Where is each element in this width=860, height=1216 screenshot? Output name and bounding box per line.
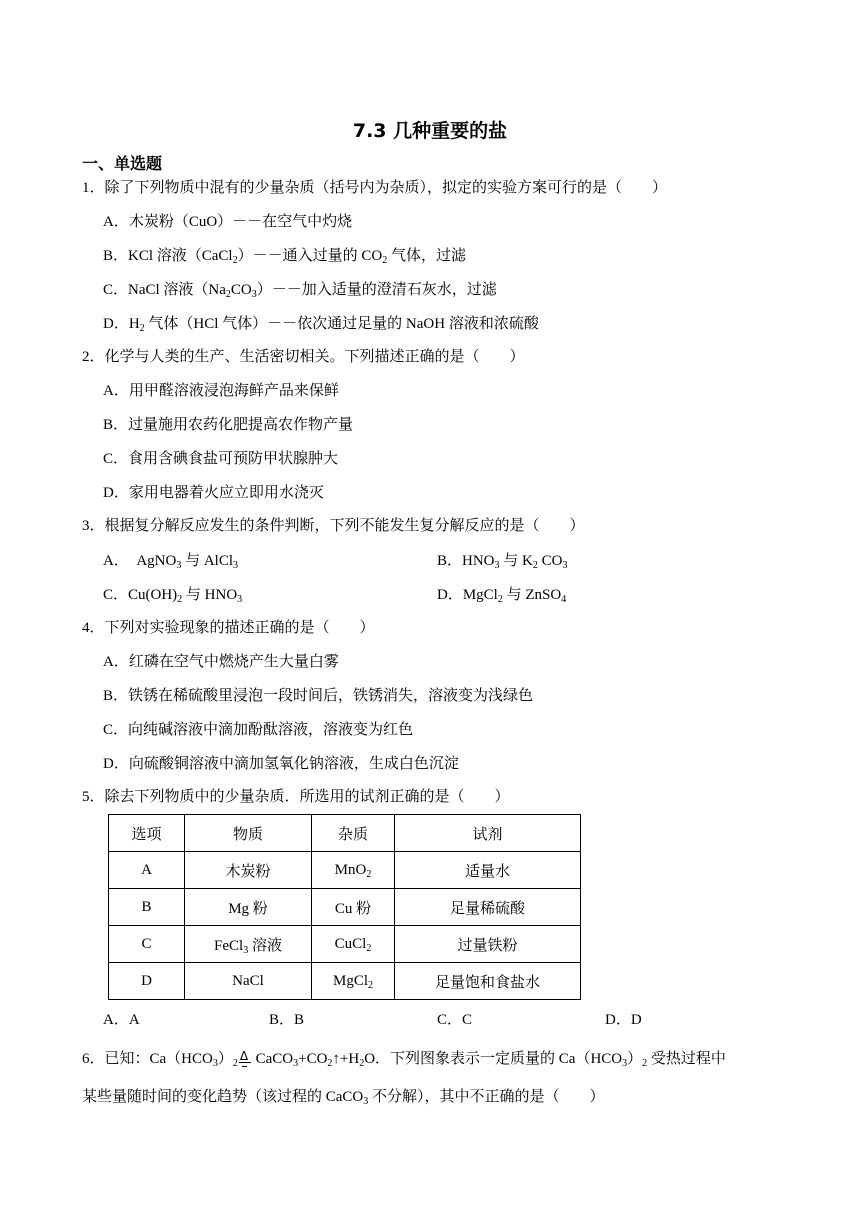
table-cell: 足量稀硫酸: [395, 889, 581, 926]
table-cell: A: [109, 852, 185, 889]
q1-option-c: C．NaCl 溶液$(Na_2CO_3)--$加入适量的澄清石灰水，过滤: [103, 282, 497, 300]
table-cell: 足量饱和食盐水: [395, 963, 581, 1000]
q4-option-a: A．红磷在空气中燃烧产生大量白雾: [103, 654, 339, 670]
q2-option-c: C．食用含碘食盐可预防甲状腺肿大: [103, 451, 339, 467]
table-header-cell: 试剂: [395, 815, 581, 852]
q3-option-c: C．$Cu(OH)_2$ 与 $HNO_3$: [103, 587, 243, 605]
q5-table: [108, 814, 581, 1000]
table-cell: MgCl$_2$: [312, 963, 395, 1000]
table-cell: FeCl$_3$ 溶液: [185, 926, 312, 963]
q5-option-b: B．B: [269, 1012, 305, 1028]
q6-line-1: 6．已知：$Ca(HCO_3)_2$ Δ $CaCO_3+CO_2↑+H_2O$．下列图象表示一定质量的 $Ca(HCO_3)_2$ 受热过程中: [82, 1048, 726, 1069]
q2-option-a: A．用甲醛溶液浸泡海鲜产品来保鲜: [103, 383, 339, 399]
table-row: [109, 963, 581, 1000]
table-row: [109, 926, 581, 963]
q4-option-c: C．向纯碱溶液中滴加酚酞溶液，溶液变为红色: [103, 722, 414, 738]
table-row: [109, 852, 581, 889]
q5-stem: 5．除去下列物质中的少量杂质．所选用的试剂正确的是（ ）: [82, 789, 510, 805]
q2-option-d: D．家用电器着火应立即用水浇灭: [103, 485, 324, 501]
q1-stem: 1．除了下列物质中混有的少量杂质（括号内为杂质），拟定的实验方案可行的是（ ）: [82, 180, 668, 196]
q1-option-a: A．木炭粉（CuO）－－在空气中灼烧: [103, 214, 353, 230]
table-header-cell: 物质: [185, 815, 312, 852]
q4-stem: 4．下列对实验现象的描述正确的是（ ）: [82, 620, 375, 636]
table-row: [109, 889, 581, 926]
q5-option-c: C．C: [437, 1012, 473, 1028]
table-cell: B: [109, 889, 185, 926]
q6-line-2: 某些量随时间的变化趋势（该过程的 CaCO$_3$ 不分解），其中不正确的是（ ）: [82, 1089, 605, 1107]
table-cell: D: [109, 963, 185, 1000]
q3-option-d: D．MgCl$_2$ 与 ZnSO$_4$: [437, 587, 567, 605]
q3-option-a: A． AgNO$_3$ 与 AlCl$_3$: [103, 553, 239, 571]
table-header-cell: 杂质: [312, 815, 395, 852]
table-cell: Cu 粉: [312, 889, 395, 926]
q2-option-b: B．过量施用农药化肥提高农作物产量: [103, 417, 354, 433]
table-cell: CuCl$_2$: [312, 926, 395, 963]
section-heading: 一、单选题: [82, 154, 163, 173]
table-cell: NaCl: [185, 963, 312, 1000]
table-header-cell: 选项: [109, 815, 185, 852]
table-cell: 适量水: [395, 852, 581, 889]
table-cell: MnO$_2$: [312, 852, 395, 889]
q5-option-d: D．D: [605, 1012, 642, 1028]
q5-option-a: A．A: [103, 1012, 140, 1028]
q3-option-b: B．$HNO_3$ 与 $K_2$ $CO_3$: [437, 553, 568, 571]
table-cell: C: [109, 926, 185, 963]
q1-option-b: B．KCl 溶液（CaCl$_2$）－－通入过量的 $CO_2$ 气体，过滤: [103, 248, 466, 266]
table-cell: 过量铁粉: [395, 926, 581, 963]
page-title: 7.3 几种重要的盐: [352, 120, 508, 142]
heat-delta-icon: Δ: [238, 1050, 252, 1070]
table-cell: 木炭粉: [185, 852, 312, 889]
q1-option-d: D．$H_2$ 气体（HCl 气体）－－依次通过足量的 NaOH 溶液和浓硫酸: [103, 316, 539, 334]
q3-stem: 3．根据复分解反应发生的条件判断，下列不能发生复分解反应的是（ ）: [82, 518, 585, 534]
table-cell: Mg 粉: [185, 889, 312, 926]
q2-stem: 2．化学与人类的生产、生活密切相关。下列描述正确的是（ ）: [82, 349, 525, 365]
table-header-row: [109, 815, 581, 852]
q4-option-b: B．铁锈在稀硫酸里浸泡一段时间后，铁锈消失，溶液变为浅绿色: [103, 688, 534, 704]
q4-option-d: D．向硫酸铜溶液中滴加氢氧化钠溶液，生成白色沉淀: [103, 756, 459, 772]
